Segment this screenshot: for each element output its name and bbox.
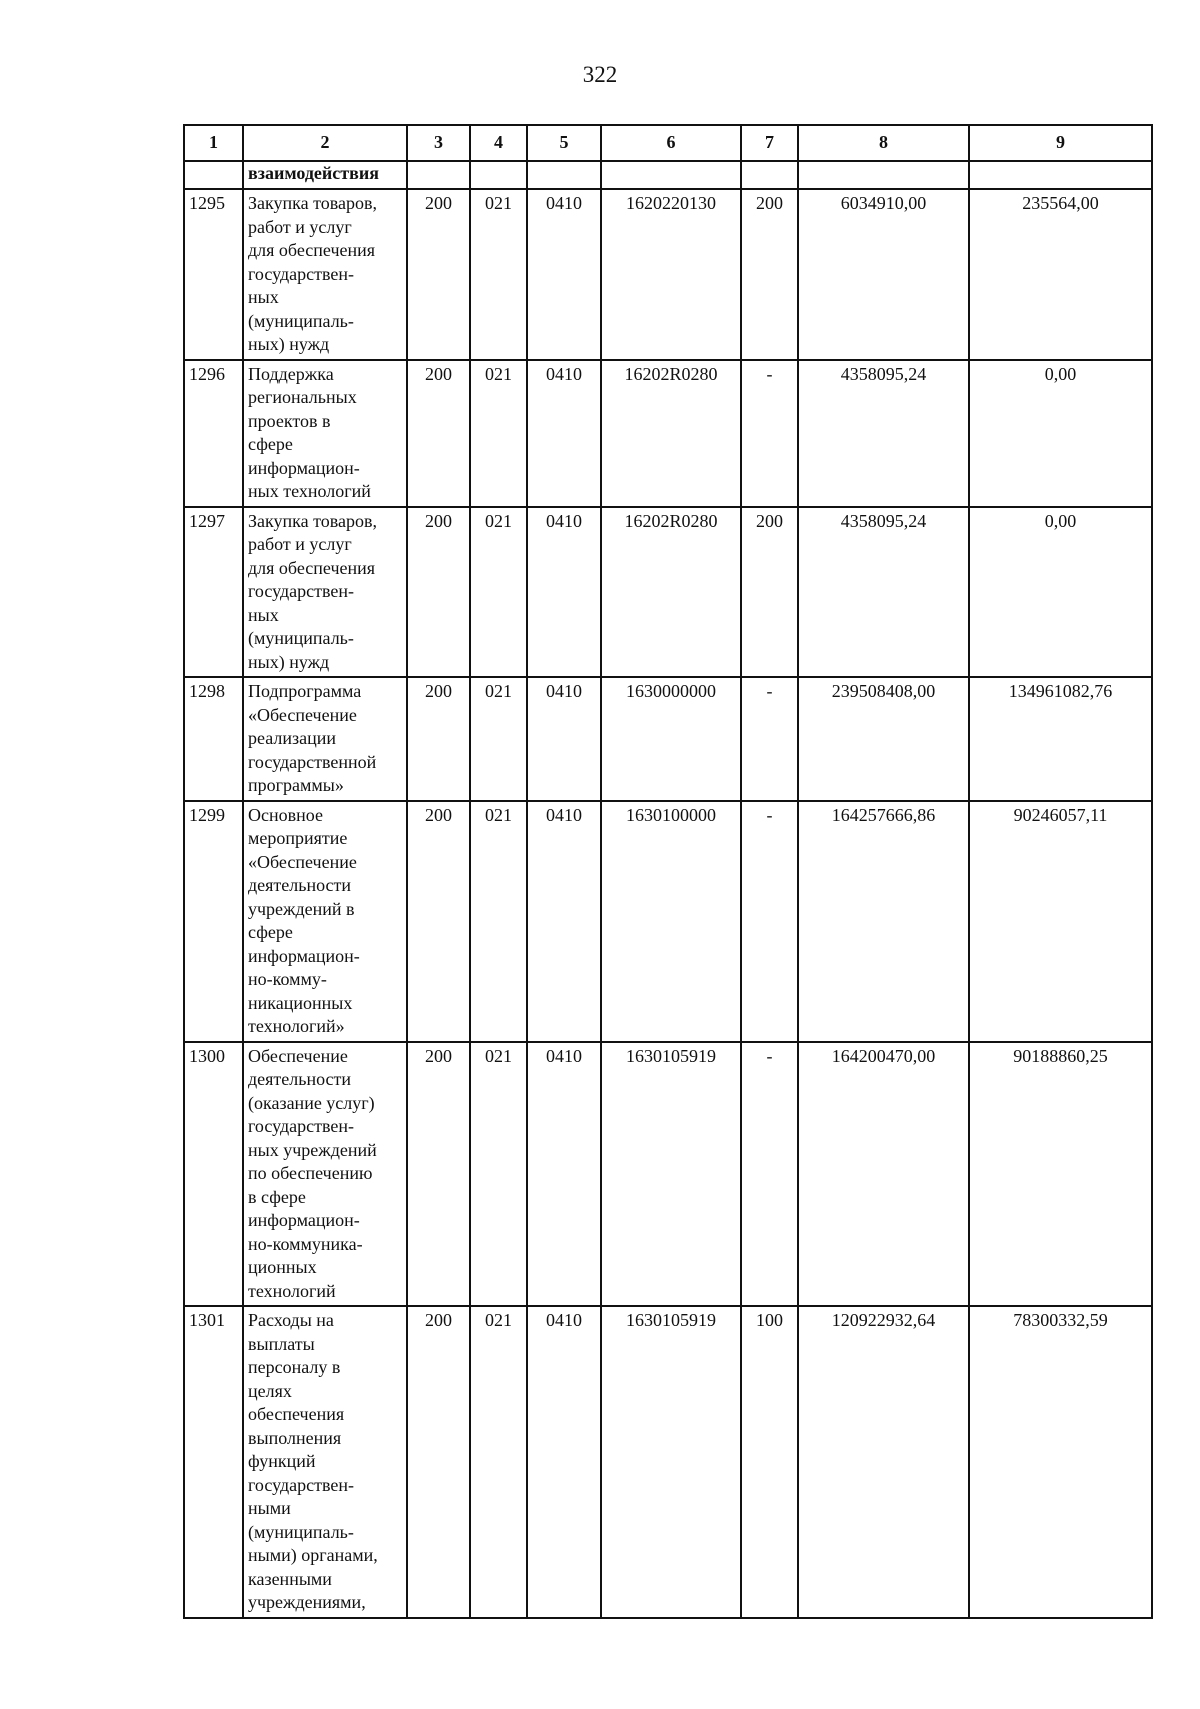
description-line: (муниципаль- (248, 310, 354, 331)
description-line: казенными (248, 1568, 332, 1589)
col-4-value: 021 (470, 1042, 527, 1307)
header-row (184, 125, 1152, 161)
description-line: (муниципаль- (248, 1521, 354, 1542)
description-line: (оказание услуг) (248, 1092, 375, 1113)
description-line: Основное (248, 804, 323, 825)
description-line: информацион- (248, 1210, 360, 1230)
header-col-3: 3 (407, 125, 470, 161)
row-number: 1300 (184, 1042, 243, 1307)
description-line: «Обеспечение (248, 704, 357, 725)
col-3-value: 200 (407, 1306, 470, 1618)
description-line: ционных (248, 1257, 317, 1277)
description-line: (муниципаль- (248, 628, 354, 648)
header-col-7: 7 (741, 125, 798, 161)
col-8-amount: 4358095,24 (798, 507, 969, 678)
description-line: обеспечения (248, 1404, 345, 1424)
col-5-value: 0410 (527, 801, 601, 1042)
description-line: государственной (248, 751, 377, 772)
description-line: сфере (248, 922, 293, 942)
col-8-amount: 120922932,64 (798, 1306, 969, 1618)
table-row (184, 1306, 1152, 1618)
header-col-2: 2 (243, 125, 407, 161)
description-line: для обеспечения (248, 557, 376, 578)
col-7-value: - (741, 801, 798, 1042)
row-number: 1301 (184, 1306, 243, 1618)
description-line: Закупка товаров, (248, 193, 377, 213)
description-line: ных (248, 287, 279, 307)
col-3-value: 200 (407, 189, 470, 360)
page-number: 322 (582, 62, 618, 87)
col-9-amount: 235564,00 (969, 189, 1152, 360)
continuation-row (184, 161, 1152, 189)
description-line: работ и услуг (248, 534, 352, 554)
col-9-amount: 0,00 (969, 507, 1152, 678)
description-line: технологий» (248, 1016, 345, 1036)
col-7-value: 200 (741, 507, 798, 678)
col-4-value: 021 (470, 801, 527, 1042)
col-5-value: 0410 (527, 360, 601, 507)
row-description (243, 801, 407, 1042)
col-7-value: - (741, 1042, 798, 1307)
description-line: в сфере (248, 1186, 306, 1207)
col-9-amount: 78300332,59 (969, 1306, 1152, 1618)
description-line: никационных (248, 992, 353, 1013)
description-line: учреждениями, (248, 1592, 366, 1612)
col-6-value: 16202R0280 (601, 507, 741, 678)
row-number: 1295 (184, 189, 243, 360)
row-description (243, 507, 407, 678)
row-description (243, 189, 407, 360)
col-4-value: 021 (470, 507, 527, 678)
col-3-value: 200 (407, 1042, 470, 1307)
description-line: персоналу в (248, 1357, 341, 1377)
description-line: ных (248, 604, 279, 625)
col-6-value: 1630105919 (601, 1042, 741, 1307)
description-line: государствен- (248, 581, 355, 601)
description-line: деятельности (248, 875, 352, 895)
table-row (184, 507, 1152, 678)
row-number: 1296 (184, 360, 243, 507)
col-7-value: - (741, 677, 798, 801)
col-7-value: 100 (741, 1306, 798, 1618)
col-9-amount: 0,00 (969, 360, 1152, 507)
description-line: Закупка товаров, (248, 510, 377, 531)
col-4-value: 021 (470, 1306, 527, 1618)
budget-table (183, 124, 1153, 1619)
description-line: «Обеспечение (248, 851, 357, 872)
col-6-value: 1620220130 (601, 189, 741, 360)
row-description (243, 677, 407, 801)
col-3-value: 200 (407, 801, 470, 1042)
col-5-value: 0410 (527, 189, 601, 360)
description-line: ных) нужд (248, 651, 330, 672)
col-6-value: 1630000000 (601, 677, 741, 801)
description-line: сфере (248, 434, 293, 454)
description-line: региональных (248, 387, 357, 407)
description-line: проектов в (248, 410, 331, 431)
description-line: но-комму- (248, 969, 327, 989)
header-col-9: 9 (969, 125, 1152, 161)
header-col-8: 8 (798, 125, 969, 161)
row-number: 1297 (184, 507, 243, 678)
col-6-value: 1630105919 (601, 1306, 741, 1618)
table-row (184, 360, 1152, 507)
header-col-5: 5 (527, 125, 601, 161)
description-line: целях (248, 1380, 292, 1401)
col-5-value: 0410 (527, 507, 601, 678)
description-line: ных учреждений (248, 1139, 377, 1160)
description-line: учреждений в (248, 898, 355, 919)
description-line: государствен- (248, 1474, 355, 1495)
col-4-value: 021 (470, 360, 527, 507)
description-line: государствен- (248, 1116, 355, 1136)
description-line: программы» (248, 775, 344, 795)
table-row (184, 1042, 1152, 1307)
header-col-4: 4 (470, 125, 527, 161)
description-line: информацион- (248, 457, 360, 478)
description-line: реализации (248, 728, 336, 748)
description-line: ными (248, 1498, 291, 1518)
row-number: 1299 (184, 801, 243, 1042)
continuation-text: взаимодействия (243, 161, 407, 189)
col-8-amount: 164257666,86 (798, 801, 969, 1042)
description-line: ных) нужд (248, 334, 330, 354)
description-line: мероприятие (248, 828, 348, 848)
col-8-amount: 4358095,24 (798, 360, 969, 507)
col-5-value: 0410 (527, 677, 601, 801)
description-line: работ и услуг (248, 216, 352, 237)
col-5-value: 0410 (527, 1306, 601, 1618)
col-6-value: 1630100000 (601, 801, 741, 1042)
table-row (184, 189, 1152, 360)
table-row (184, 677, 1152, 801)
header-col-6: 6 (601, 125, 741, 161)
description-line: но-коммуника- (248, 1233, 363, 1254)
table-body (184, 161, 1152, 1618)
table-row (184, 801, 1152, 1042)
description-line: ными) органами, (248, 1545, 378, 1565)
col-4-value: 021 (470, 677, 527, 801)
col-7-value: - (741, 360, 798, 507)
description-line: информацион- (248, 945, 360, 966)
col-9-amount: 90188860,25 (969, 1042, 1152, 1307)
col-3-value: 200 (407, 360, 470, 507)
description-line: ных технологий (248, 481, 371, 501)
description-line: выполнения (248, 1427, 342, 1448)
col-8-amount: 164200470,00 (798, 1042, 969, 1307)
description-line: деятельности (248, 1069, 352, 1089)
col-6-value: 16202R0280 (601, 360, 741, 507)
description-line: выплаты (248, 1333, 315, 1354)
description-line: для обеспечения (248, 240, 376, 260)
col-9-amount: 134961082,76 (969, 677, 1152, 801)
col-9-amount: 90246057,11 (969, 801, 1152, 1042)
description-line: функций (248, 1451, 316, 1471)
description-line: Подпрограмма (248, 681, 362, 701)
description-line: государствен- (248, 263, 355, 284)
col-8-amount: 239508408,00 (798, 677, 969, 801)
col-3-value: 200 (407, 677, 470, 801)
col-5-value: 0410 (527, 1042, 601, 1307)
row-description (243, 1042, 407, 1307)
row-description (243, 360, 407, 507)
col-4-value: 021 (470, 189, 527, 360)
header-col-1: 1 (184, 125, 243, 161)
row-description (243, 1306, 407, 1618)
col-3-value: 200 (407, 507, 470, 678)
col-8-amount: 6034910,00 (798, 189, 969, 360)
description-line: Обеспечение (248, 1045, 348, 1066)
col-7-value: 200 (741, 189, 798, 360)
row-number: 1298 (184, 677, 243, 801)
description-line: технологий (248, 1280, 336, 1301)
description-line: Поддержка (248, 363, 334, 384)
description-line: по обеспечению (248, 1163, 373, 1183)
description-line: Расходы на (248, 1310, 334, 1330)
